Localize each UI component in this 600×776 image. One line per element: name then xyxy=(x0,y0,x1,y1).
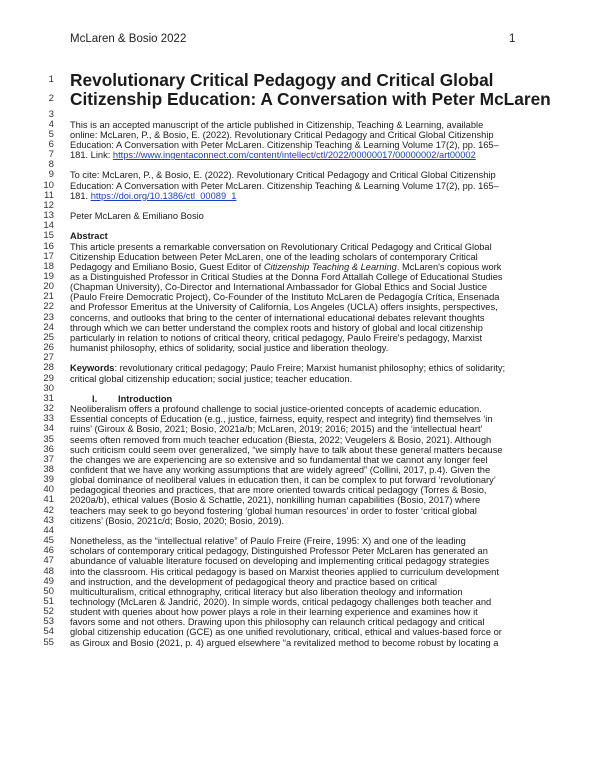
line-number: 51 xyxy=(43,596,54,607)
line-number: 31 xyxy=(43,392,54,404)
line-number: 45 xyxy=(43,535,54,547)
abstract-line: This article presents a remarkable conversation on Revolutionary Critical Pedagogy and Critical Global xyxy=(70,241,492,252)
body-line: abundance of valuable literature focused on developing and implementing critical pedagogy strategies xyxy=(70,556,490,567)
body-line: global dominance of neoliberal values in education then, it can be complex to put forward ‘revolutionary’ xyxy=(70,475,496,486)
line-number: 33 xyxy=(43,413,54,425)
authors: Peter McLaren & Emiliano Bosio xyxy=(70,211,204,222)
body-line: into the classroom. His critical pedagogy is based on Marxist theories applied to curriculum development xyxy=(70,566,499,577)
line-number: 16 xyxy=(43,240,54,252)
manuscript-note-line: online: McLaren, P., & Bosio, E. (2022). Revolutionary Critical Pedagogy and Critical Global Citizenship xyxy=(70,129,494,140)
body-line: citizens’ (Bosio, 2021c/d; Bosio, 2020; Bosio, 2019). xyxy=(70,515,285,526)
manuscript-note-line: Education: A Conversation with Peter McLaren. Citizenship Teaching & Learning Volume 17(2), pp. 165– xyxy=(70,139,499,150)
body-line: scholars of contemporary critical pedagogy, Distinguished Professor Peter McLaren has generated an xyxy=(70,546,488,557)
line-number: 46 xyxy=(43,545,54,557)
link-prefix: 181. Link: xyxy=(70,150,113,161)
line-number: 26 xyxy=(43,342,54,354)
line-number: 50 xyxy=(43,585,54,597)
body-line: multiculturalism, critical ethnography, critical literacy but also liberation theology and information xyxy=(70,586,463,597)
line-number: 18 xyxy=(43,260,54,272)
body-line: ruins’ (Giroux & Bosio, 2021; Bosio, 2021a/b; McLaren, 2019; 2016; 2015) and the ‘intellectual heart’ xyxy=(70,424,483,435)
citation-line: Education: A Conversation with Peter McLaren. Citizenship Teaching & Learning Volume 17(2), pp. 165– xyxy=(70,180,499,191)
abstract-line: as a Distinguished Professor in Critical Studies at the Donna Ford Attallah College of Educational Studies xyxy=(70,272,503,282)
body-line: Essential concepts of Education (e.g., justice, fairness, equity, respect and integrity) find themselves ‘in xyxy=(70,414,493,425)
line-number: 41 xyxy=(43,494,54,506)
abstract-line xyxy=(70,262,534,272)
keywords-text: : revolutionary critical pedagogy; Paulo Freire; Marxist humanist philosophy; ethics of solidarity; xyxy=(114,363,506,374)
body-line: the changes we are experiencing are so extensive and so fundamental that we cannot any longer feel xyxy=(70,454,488,465)
line-number: 2 xyxy=(48,93,54,104)
line-number: 1 xyxy=(48,74,54,85)
keywords-label: Keywords xyxy=(70,363,115,374)
line-number: 24 xyxy=(43,321,54,333)
abstract-heading: Abstract xyxy=(70,231,108,242)
title-line-2 xyxy=(0,89,600,109)
line-number: 9 xyxy=(48,169,54,181)
abstract-line: through which we can better understand the complex roots and history of global and local citizenship xyxy=(70,322,483,333)
line-number: 34 xyxy=(43,423,54,435)
body-line: pedagogical theories and practices, that are more oriented towards critical pedagogy (Torres & Bosio, xyxy=(70,485,487,496)
line-number: 8 xyxy=(48,159,54,171)
abstract-text: Pedagogy and Emiliano Bosio, Guest Editor of xyxy=(70,261,264,272)
line-number: 38 xyxy=(43,463,54,475)
line-number: 29 xyxy=(43,372,54,384)
line-number: 19 xyxy=(43,271,54,282)
line-number: 6 xyxy=(48,138,54,150)
page-number: 1 xyxy=(509,33,516,45)
line-number: 42 xyxy=(43,504,54,516)
running-header: McLaren & Bosio 2022 xyxy=(70,33,187,45)
line-number: 47 xyxy=(43,555,54,567)
body-line: as Giroux and Bosio (2021, p. 4) argued elsewhere “a revitalized method to become robust by locating a xyxy=(70,637,499,648)
body-line: favors some and not others. Drawing upon this philosophy can relaunch critical pedagogy and critical xyxy=(70,617,485,628)
body-line: technology (McLaren & Jandrić, 2020). In simple words, critical pedagogy challenges both teacher and xyxy=(70,597,492,607)
line-number: 15 xyxy=(43,230,54,242)
body-line: global citizenship education (GCE) as one unified revolutionary, critical, ethical and values-based force or xyxy=(70,627,502,638)
abstract-line: and Professor Emeritus at the University of California, Los Angeles (UCLA) offers insights, perspectives, xyxy=(70,302,498,313)
line-number: 13 xyxy=(43,210,54,222)
section-title: Introduction xyxy=(118,393,173,404)
abstract-line: Citizenship Education between Peter McLaren, one of the leading scholars of contemporary Critical xyxy=(70,251,478,262)
line-number: 23 xyxy=(43,311,54,323)
line-number: 48 xyxy=(43,565,54,577)
article-title-line-1: Revolutionary Critical Pedagogy and Critical Global xyxy=(70,70,494,90)
body-line: Neoliberalism offers a profound challenge to social justice-oriented concepts of academic education. xyxy=(70,404,482,415)
line-number: 22 xyxy=(43,301,54,313)
body-lines xyxy=(0,110,600,648)
line-number: 21 xyxy=(43,291,54,303)
line-number: 20 xyxy=(43,281,54,293)
abstract-text: . McLaren's copious work xyxy=(396,261,502,272)
keywords-line xyxy=(70,363,534,373)
manuscript-note-line: This is an accepted manuscript of the article published in Citizenship, Teaching & Learning, available xyxy=(70,119,484,130)
line-number: 54 xyxy=(43,626,54,638)
line-number: 10 xyxy=(43,179,54,191)
body-line: Nonetheless, as the “intellectual relative” of Paulo Freire (Freire, 1995: X) and one of the leading xyxy=(70,536,466,547)
body-line: 2020a/b), ethical values (Bosio & Schattle, 2021), nonkilling human capabilities (Bosio, 2017) where xyxy=(70,495,481,506)
line-number: 27 xyxy=(43,352,54,364)
doi-prefix: 181. xyxy=(70,190,91,201)
body-line: such criticism could seem over generalized, “we simply have to talk about these general matters because xyxy=(70,444,503,455)
line-number: 4 xyxy=(48,118,54,130)
line-number: 32 xyxy=(43,403,54,415)
line-number: 14 xyxy=(43,220,54,232)
line-number: 12 xyxy=(43,199,54,211)
section-heading xyxy=(92,394,556,404)
line-number: 37 xyxy=(43,453,54,465)
line-number: 43 xyxy=(43,514,54,526)
line-number: 40 xyxy=(43,484,54,496)
article-link[interactable]: https://www.ingentaconnect.com/content/intellect/ctl/2022/00000017/00000002/art00002 xyxy=(112,150,476,161)
section-number: I. xyxy=(92,393,98,404)
keywords-line: critical global citizenship education; social justice; teacher education. xyxy=(70,373,353,384)
body-line: confident that we have any working assumptions that are widely agreed” (Collini, 2017, p.4). Given the xyxy=(70,464,491,475)
line-number: 36 xyxy=(43,443,54,455)
journal-name: Citizenship Teaching & Learning xyxy=(263,261,397,272)
citation-line xyxy=(70,191,534,201)
abstract-line: concerns, and outlooks that bring to the center of international educational debates relevant thoughts xyxy=(70,312,485,323)
line-number: 7 xyxy=(48,149,54,161)
abstract-line: (Chapman University), Co-Director and International Ambassador for Global Ethics and Social Justice xyxy=(70,282,487,293)
body-line: and instruction, and the development of pedagogical theory and practice based on critical xyxy=(70,576,437,587)
abstract-line: particularly in relation to notions of critical theory, critical pedagogy, Paulo Freire's pedagogy, Marxist xyxy=(70,332,483,343)
line-number: 35 xyxy=(43,433,54,445)
citation-line: To cite: McLaren, P., & Bosio, E. (2022). Revolutionary Critical Pedagogy and Critical Global Citizenship xyxy=(70,170,496,181)
body-line: teachers may seek to go beyond fostering ‘global human resources’ in order to foster ‘critical global xyxy=(70,505,477,516)
line-number: 30 xyxy=(43,382,54,394)
article-title-line-2: Citizenship Education: A Conversation with Peter McLaren xyxy=(70,89,551,109)
line-number: 49 xyxy=(43,575,54,587)
manuscript-note-line xyxy=(70,150,534,160)
body-line: student with queries about how power plays a role in their learning experience and examines how it xyxy=(70,607,478,618)
line-number: 11 xyxy=(44,189,54,201)
line-number: 39 xyxy=(43,474,54,486)
line-number: 52 xyxy=(43,606,54,618)
line-number: 44 xyxy=(43,524,54,536)
line-number: 25 xyxy=(43,331,54,343)
line-number: 3 xyxy=(48,108,54,120)
line-number: 5 xyxy=(48,128,54,140)
abstract-line: humanist philosophy, ethics of solidarity, social justice and liberation theology. xyxy=(70,343,389,354)
line-number: 55 xyxy=(43,636,54,648)
title-line-1 xyxy=(0,70,600,90)
abstract-line: (Paulo Freire Democratic Project), Co-Founder of the Instituto McLaren de Pedagogía Crítica, Ensenada xyxy=(70,292,500,303)
line-number: 53 xyxy=(43,616,54,628)
doi-link[interactable]: https://doi.org/10.1386/ctl_00089_1 xyxy=(90,190,237,201)
body-line: seems often removed from much teacher education (Biesta, 2022; Veugelers & Bosio, 2021). Although xyxy=(70,434,492,445)
line-number: 17 xyxy=(43,250,54,262)
line-number: 28 xyxy=(43,362,54,374)
